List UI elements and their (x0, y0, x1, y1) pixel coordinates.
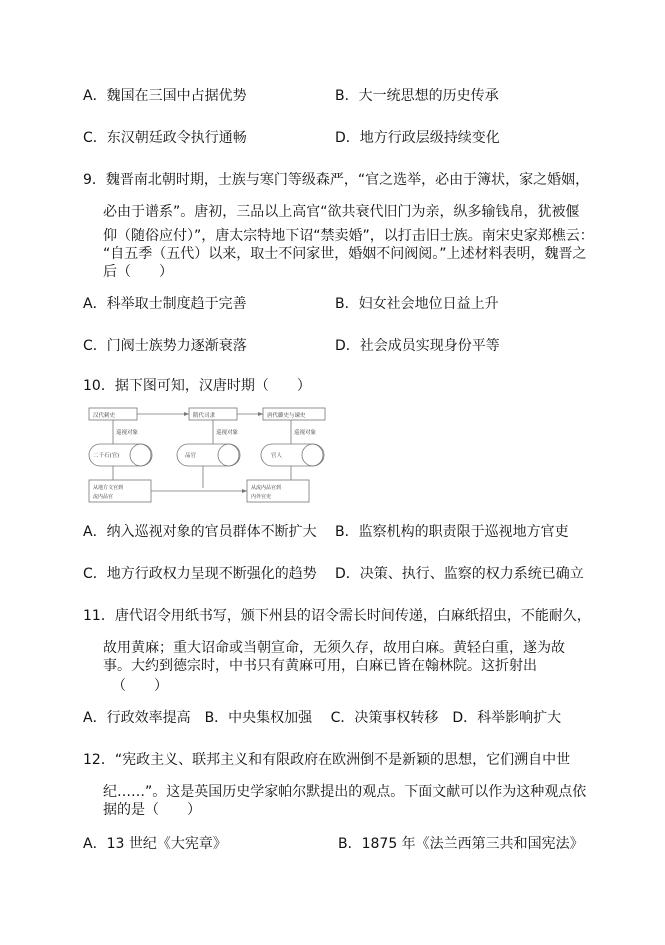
q12-option-a: A．13 世纪《大宪章》 (83, 836, 227, 852)
q9-option-c: C．门阀士族势力逐渐衰落 (83, 338, 247, 354)
diagram-box-tang: 唐代御史与谏史 (267, 413, 306, 419)
diagram-bottom-left-2: 流内品官 (93, 494, 114, 500)
diagram-bottom-right-2: 内外官吏 (251, 494, 272, 500)
q11-line-4: （ ） (112, 678, 168, 694)
q10-option-d: D．决策、执行、监察的权力系统已确立 (335, 566, 584, 582)
q12-line-3: 据的是（ ） (103, 802, 201, 818)
q10-option-a: A．纳入巡视对象的官员群体不断扩大 (83, 524, 317, 540)
diagram-box-sui: 隋代司隶 (193, 413, 216, 419)
q11-line-1: 11．唐代诏令用纸书写，颁下州县的诏令需长时间传递，白麻纸招虫，不能耐久， (83, 608, 591, 624)
q11-line-3: 事。大约到德宗时，中书只有黄麻可用，白麻已皆在翰林院。这折射出 (103, 658, 537, 674)
q11-line-2: 故用黄麻；重大诏命或当朝宣命，无须久存，故用白麻。黄轻白重，遂为故 (103, 640, 565, 656)
q9-line-4: “自五季（五代）以来，取士不问家世，婚姻不问阀阅。”上述材料表明，魏晋之 (103, 246, 587, 262)
q8-option-c: C．东汉朝廷政令执行通畅 (83, 130, 247, 146)
diagram-oval-2: 品官 (185, 453, 197, 459)
diagram-oval-1: 二千石(官) (93, 453, 120, 459)
q12-line-1: 12．“宪政主义、联邦主义和有限政府在欧洲倒不是新颖的思想，它们溯自中世 (83, 752, 571, 768)
q9-option-b: B．妇女社会地位日益上升 (335, 296, 499, 312)
q11-options: A．行政效率提高 B．中央集权加强 C．决策事权转移 D．科举影响扩大 (83, 710, 562, 726)
q9-line-1: 9．魏晋南北朝时期，士族与寒门等级森严，“官之选举，必由于簿状，家之婚姻， (83, 172, 590, 188)
diagram-bottom-right-1: 从流内品官到 (251, 485, 282, 491)
diagram-bottom-left-1: 从地方文官到 (93, 485, 124, 491)
q10-stem: 10．据下图可知，汉唐时期（ ） (83, 378, 311, 394)
diagram-label-2: 巡视对象 (216, 430, 239, 436)
q8-option-b: B．大一统思想的历史传承 (335, 88, 499, 104)
q8-option-d: D．地方行政层级持续变化 (335, 130, 500, 146)
diagram-label-1: 巡视对象 (116, 430, 139, 436)
q9-line-5: 后（ ） (103, 264, 173, 280)
diagram-label-3: 巡视对象 (294, 430, 317, 436)
q10-diagram (85, 404, 335, 506)
q9-option-a: A．科举取士制度趋于完善 (83, 296, 247, 312)
q9-option-d: D．社会成员实现身份平等 (335, 338, 500, 354)
diagram-box-han: 汉代刺史 (93, 413, 116, 419)
q9-line-2: 必由于谱系”。唐初，三品以上高官“欲共衰代旧门为亲，纵多输钱帛，犹被偃 (103, 204, 580, 220)
diagram-oval-3: 官人 (271, 453, 283, 459)
q8-option-a: A．魏国在三国中占据优势 (83, 88, 247, 104)
q12-option-b: B．1875 年《法兰西第三共和国宪法》 (338, 836, 584, 852)
q10-option-c: C．地方行政权力呈现不断强化的趋势 (83, 566, 317, 582)
q9-line-3: 仰（随俗应付）”，唐太宗特地下诏“禁卖婚”，以打击旧士族。南宋史家郑樵云： (103, 228, 594, 244)
q12-line-2: 纪……”。这是英国历史学家帕尔默提出的观点。下面文献可以作为这种观点依 (103, 784, 587, 800)
q10-option-b: B．监察机构的职责限于巡视地方官吏 (335, 524, 569, 540)
